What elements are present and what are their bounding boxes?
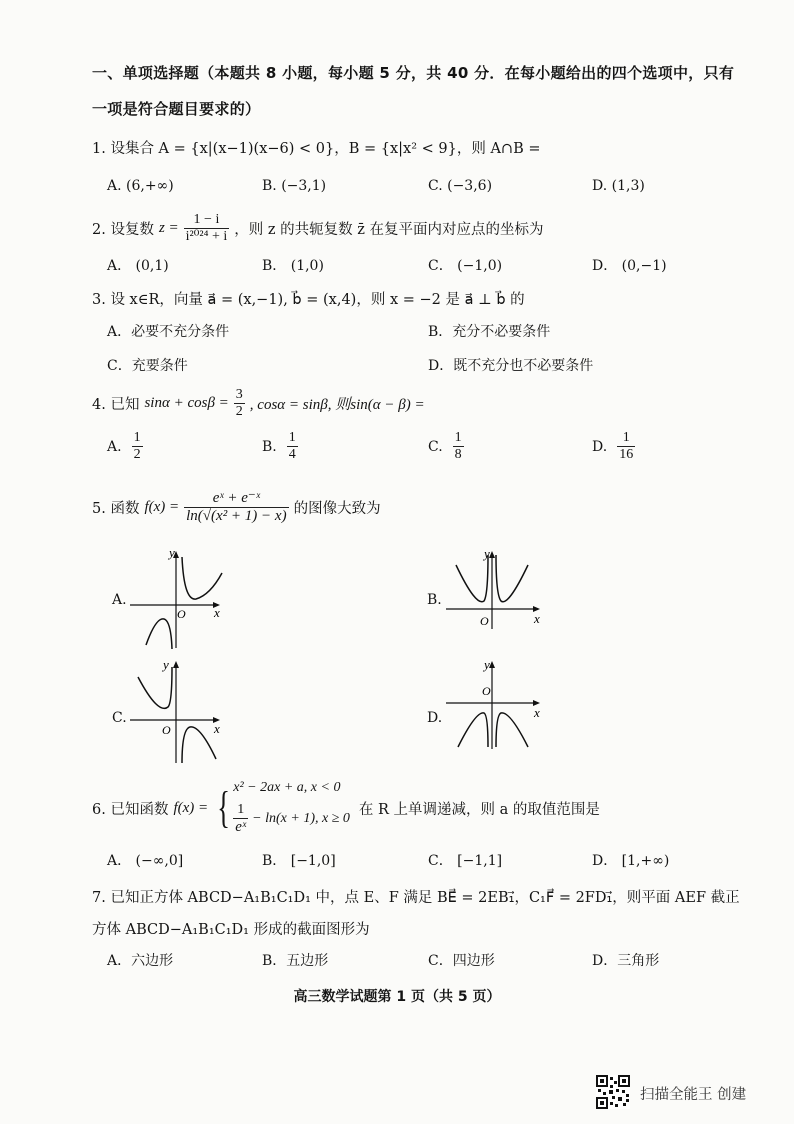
question-3-option-b: B．充分不必要条件 [428, 324, 551, 340]
question-3-option-d: D．既不充分也不必要条件 [428, 358, 594, 374]
question-4-option-a [107, 430, 143, 463]
question-2-suffix: ，则 z 的共轭复数 z̄ 在复平面内对应点的坐标为 [234, 222, 544, 239]
question-6-case-2-den: eˣ [235, 819, 247, 836]
question-6-prefix: 6. 已知函数 [92, 801, 169, 818]
question-4-fraction [234, 387, 245, 420]
graph-c-y-arrow [173, 661, 179, 668]
graph-d-y-arrow [489, 661, 495, 668]
graph-a-y-label: y [169, 545, 175, 560]
graph-d-x-label: x [534, 705, 540, 720]
question-6-suffix: 在 R 上单调递减，则 a 的取值范围是 [358, 801, 600, 818]
question-2-z: z = [158, 220, 179, 237]
graph-b-y-label: y [484, 546, 490, 561]
page-footer: 高三数学试题第 1 页（共 5 页） [293, 989, 501, 1005]
question-6-option-c: C． [−1,1] [428, 853, 503, 869]
question-4-fraction-den: 2 [235, 404, 243, 420]
question-7-option-d: D．三角形 [592, 953, 660, 969]
question-5-suffix: 的图像大致为 [293, 501, 381, 518]
question-6-case-2-fraction [233, 802, 248, 836]
graph-c-x-label: x [214, 721, 220, 736]
option-num: 1 [287, 430, 298, 447]
option-num: 1 [132, 430, 143, 447]
question-2-denominator: i²⁰²⁴ + i [185, 229, 228, 245]
qr-code-icon [596, 1075, 630, 1109]
question-6-case-2 [233, 802, 350, 836]
option-letter: A. [107, 438, 122, 455]
graph-a-curve-right [182, 557, 222, 599]
question-5-fraction [184, 490, 288, 526]
question-5-stem [92, 490, 381, 526]
question-6-case-2-rest: − ln(x + 1), x ≥ 0 [252, 811, 350, 827]
graph-b-curve-right [496, 555, 528, 602]
question-7-line1: 7. 已知正方体 ABCD−A₁B₁C₁D₁ 中，点 E、F 满足 BE⃗ = 2EB₁⃗，C₁F⃗ = 2FD₁⃗，则平面 AEF 截正 [92, 890, 740, 906]
graph-a [130, 545, 230, 650]
question-6-option-a: A． (−∞,0] [107, 853, 184, 869]
question-7-option-c: C．四边形 [428, 953, 495, 969]
question-2-numerator: 1 − i [184, 212, 230, 229]
scanner-watermark-text: 扫描全能王 创建 [640, 1087, 747, 1103]
question-5-option-b-label: B. [427, 592, 442, 608]
graph-c [130, 655, 230, 765]
graph-b [446, 545, 551, 630]
question-4-fraction-num: 3 [234, 387, 245, 404]
question-2-fraction [184, 212, 230, 245]
question-1-option-a: A. (6,+∞) [107, 178, 174, 194]
graph-d-curve-left [458, 713, 488, 747]
graph-d-y-label: y [484, 657, 490, 672]
question-1-stem: 1. 设集合 A = {x|(x−1)(x−6) < 0}，B = {x|x² < 9}，则 A∩B = [92, 141, 541, 157]
question-4-option-d [592, 430, 635, 463]
option-num: 1 [453, 430, 464, 447]
graph-c-origin: O [162, 723, 171, 737]
question-5-prefix: 5. 函数 [92, 501, 140, 518]
graph-b-curve-left [456, 555, 488, 602]
question-2-option-a: A． (0,1) [107, 258, 169, 274]
option-den: 16 [619, 447, 634, 463]
question-2-prefix: 2. 设复数 [92, 222, 154, 239]
question-5-option-a-label: A. [112, 592, 127, 608]
question-6-stem [92, 780, 600, 836]
question-6-brace: { [217, 783, 231, 833]
option-letter: B. [262, 438, 277, 455]
question-6-cases [233, 780, 350, 836]
question-4-expr2: , cosα = sinβ, 则sin(α − β) = [249, 397, 425, 414]
graph-a-origin: O [177, 607, 186, 621]
question-4-prefix: 4. 已知 [92, 397, 140, 414]
graph-c-y-label: y [163, 657, 169, 672]
question-6-option-d: D． [1,+∞) [592, 853, 670, 869]
question-2-option-c: C． (−1,0) [428, 258, 503, 274]
question-4-stem [92, 387, 425, 420]
option-den: 4 [288, 447, 296, 463]
option-num: 1 [617, 430, 635, 447]
question-6-case-2-num: 1 [233, 802, 248, 819]
question-5-option-d-label: D. [427, 710, 443, 726]
question-3-option-c: C．充要条件 [107, 358, 188, 374]
question-2-option-d: D． (0,−1) [592, 258, 667, 274]
section-header-line2: 一项是符合题目要求的） [92, 100, 261, 118]
question-4-option-c [428, 430, 464, 463]
question-4-option-b [262, 430, 298, 463]
graph-b-y-arrow [489, 551, 495, 558]
option-fraction [287, 430, 298, 463]
graph-b-origin: O [480, 614, 489, 628]
question-5-fx: f(x) = [144, 499, 180, 516]
question-3-stem: 3. 设 x∈R，向量 a⃗ = (x,−1), b⃗ = (x,4)，则 x = −2 是 a⃗ ⊥ b⃗ 的 [92, 292, 525, 308]
graph-a-curve-left [146, 619, 172, 649]
question-6-option-b: B． [−1,0] [262, 853, 336, 869]
question-1-option-c: C. (−3,6) [428, 178, 493, 194]
option-letter: C. [428, 438, 443, 455]
option-fraction [132, 430, 143, 463]
question-3-option-a: A．必要不充分条件 [107, 324, 230, 340]
question-1-option-b: B. (−3,1) [262, 178, 327, 194]
graph-c-curve-left [138, 667, 172, 708]
graph-c-curve-right [182, 727, 216, 763]
question-7-option-a: A．六边形 [107, 953, 174, 969]
option-den: 8 [454, 447, 462, 463]
option-letter: D. [592, 438, 608, 455]
question-5-option-c-label: C. [112, 710, 127, 726]
question-7-option-b: B．五边形 [262, 953, 329, 969]
graph-d-curve-right [496, 713, 528, 747]
graph-a-x-label: x [214, 605, 220, 620]
graph-b-x-label: x [534, 611, 540, 626]
question-2-option-b: B． (1,0) [262, 258, 324, 274]
graph-d [446, 655, 551, 750]
option-fraction [453, 430, 464, 463]
question-2-stem [92, 212, 543, 245]
question-1-option-d: D. (1,3) [592, 178, 645, 194]
question-5-denominator: ln(√(x² + 1) − x) [186, 508, 287, 525]
question-7-line2: 方体 ABCD−A₁B₁C₁D₁ 形成的截面图形为 [92, 922, 370, 938]
option-den: 2 [133, 447, 141, 463]
question-4-expr1: sinα + cosβ = [144, 395, 229, 412]
question-5-numerator: eˣ + e⁻ˣ [184, 490, 288, 508]
option-fraction [617, 430, 635, 463]
section-header-line1: 一、单项选择题（本题共 8 小题，每小题 5 分，共 40 分．在每小题给出的四个选项中，只有 [92, 64, 735, 82]
graph-d-origin: O [482, 684, 491, 698]
question-6-fx: f(x) = [173, 799, 209, 816]
question-6-case-1: x² − 2ax + a, x < 0 [233, 780, 341, 795]
